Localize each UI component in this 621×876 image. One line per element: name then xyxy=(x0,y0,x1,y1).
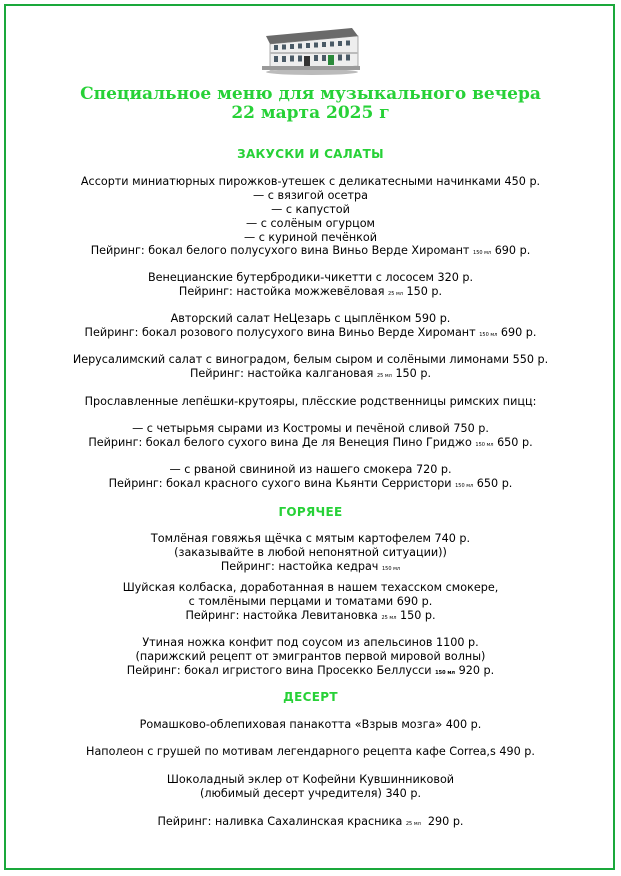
menu-item: Иерусалимский салат с виноградом, белым сыром и солёными лимонами 550 р. xyxy=(72,353,549,366)
menu-item: Ромашково-облепиховая панакотта «Взрыв мозга» 400 р. xyxy=(139,718,482,731)
pairing-line: Пейринг: бокал красного сухого вина Кьянти Серристори 150 мл 650 р. xyxy=(108,477,513,490)
section-appetizers: ЗАКУСКИ И САЛАТЫ xyxy=(237,147,384,161)
pairing-line: Пейринг: настойка калгановая 25 мл 150 р. xyxy=(189,367,432,380)
menu-item: — с четырьмя сырами из Костромы и печёной сливой 750 р. xyxy=(132,422,489,435)
pairing-line: Пейринг: бокал игристого вина Просекко Беллусси 150 мл 920 р. xyxy=(126,664,495,677)
section-hot: ГОРЯЧЕЕ xyxy=(278,505,343,519)
item-note: (заказывайте в любой непонятной ситуации)) xyxy=(174,546,447,559)
pairing-line: Пейринг: настойка Левитановка 25 мл 150 р. xyxy=(185,609,436,622)
menu-item: — с рваной свининой из нашего смокера 720 р. xyxy=(169,463,452,476)
section-dessert: ДЕСЕРТ xyxy=(283,690,338,704)
filling-item: — с солёным огурцом xyxy=(246,217,375,230)
menu-item: Венецианские бутербродики-чикетти с лососем 320 р. xyxy=(147,271,474,284)
menu-title: Специальное меню для музыкального вечера xyxy=(80,84,541,104)
filling-item: — с куриной печёнкой xyxy=(243,231,378,244)
menu-item: Авторский салат НеЦезарь с цыплёнком 590 р. xyxy=(170,312,451,325)
pairing-line: Пейринг: бокал белого сухого вина Де ля Венеция Пино Гриджо 150 мл 650 р. xyxy=(88,436,533,449)
pairing-line: Пейринг: бокал белого полусухого вина Виньо Верде Хиромант 150 мл 690 р. xyxy=(90,244,531,257)
menu-item: Томлёная говяжья щёчка с мятым картофелем 740 р. xyxy=(150,532,471,545)
menu-item: Шоколадный эклер от Кофейни Кувшинниковой xyxy=(166,773,455,786)
pairing-line: Пейринг: бокал розового полусухого вина Виньо Верде Хиромант 150 мл 690 р. xyxy=(84,326,537,339)
item-note: (парижский рецепт от эмигрантов первой мировой волны) xyxy=(135,650,486,663)
pairing-line: Пейринг: настойка можжевёловая 25 мл 150 р. xyxy=(178,285,443,298)
menu-item: Ассорти миниатюрных пирожков-утешек с деликатесными начинками 450 р. xyxy=(80,175,541,188)
pairing-line: Пейринг: наливка Сахалинская красника 25 мл 290 р. xyxy=(157,815,464,828)
flatbreads-intro: Прославленные лепёшки-крутояры, плёсские родственницы римских пицц: xyxy=(84,395,537,408)
menu-date: 22 марта 2025 г xyxy=(231,103,390,123)
menu-item: Шуйская колбаска, доработанная в нашем техасском смокере, xyxy=(122,581,499,594)
item-note: (любимый десерт учредителя) 340 р. xyxy=(199,787,422,800)
menu-item: Утиная ножка конфит под соусом из апельсинов 1100 р. xyxy=(142,636,479,649)
menu-item: Наполеон с грушей по мотивам легендарного рецепта кафе Correa,s 490 р. xyxy=(86,745,535,758)
filling-item: — с вязигой осетра xyxy=(253,189,368,202)
building-logo xyxy=(262,22,360,76)
menu-item-cont: с томлёными перцами и томатами 690 р. xyxy=(188,595,433,608)
filling-item: — с капустой xyxy=(271,203,350,216)
pairing-line: Пейринг: настойка кедрач 150 мл xyxy=(220,560,401,573)
